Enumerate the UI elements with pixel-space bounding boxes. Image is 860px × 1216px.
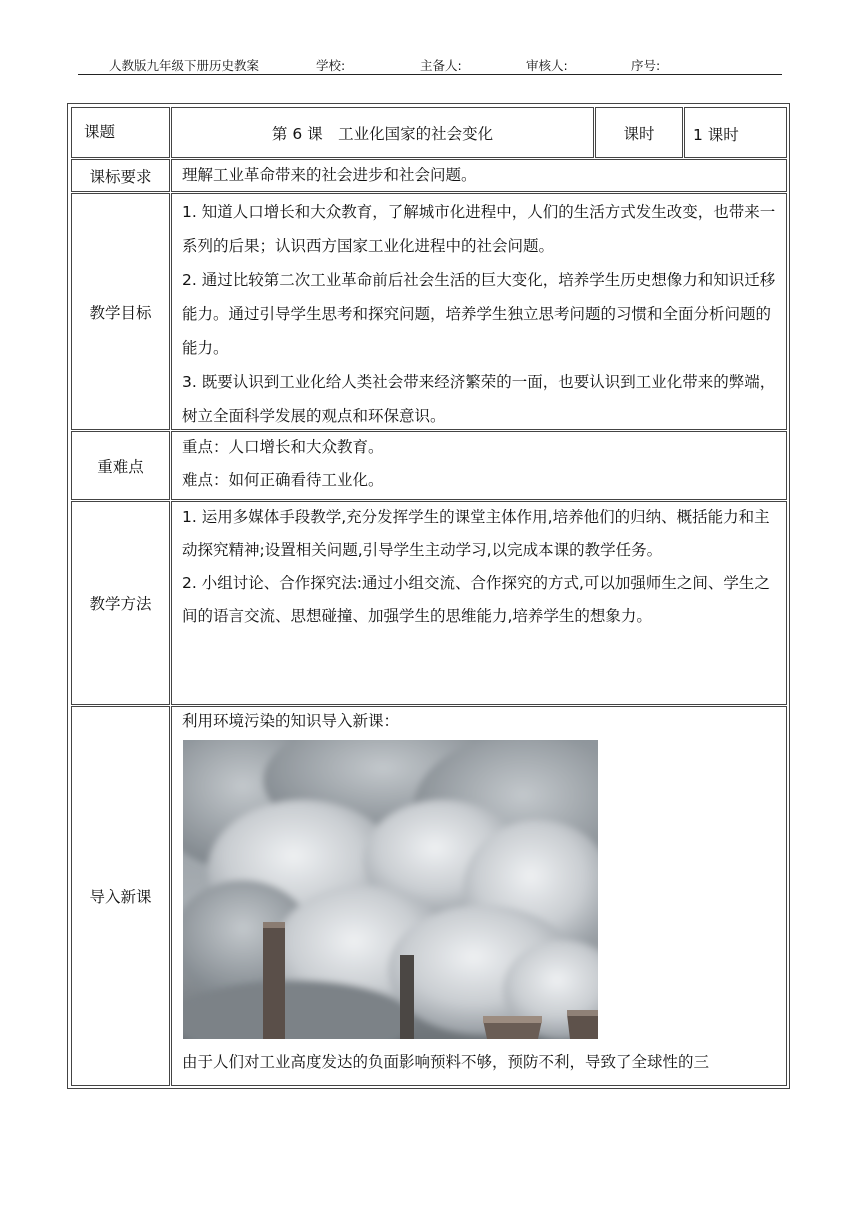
topic-value-cell [171, 107, 594, 158]
key-points-label-cell [71, 431, 170, 500]
objective-item-2: 2. 通过比较第二次工业革命前后社会生活的巨大变化，培养学生历史想像力和知识迁移能力。通过引导学生思考和探究问题，培养学生独立思考问题的习惯和全面分析问题的能力。 [182, 271, 776, 357]
period-value-cell [684, 107, 787, 158]
objective-item-3: 3. 既要认识到工业化给人类社会带来经济繁荣的一面，也要认识到工业化带来的弊端，树立全面科学发展的观点和环保意识。 [182, 373, 776, 425]
intro-text-cell [171, 706, 787, 1086]
header-number-label: 序号: [631, 58, 661, 73]
industrial-smoke-photo [183, 740, 598, 1039]
period-value: 1 课时 [693, 126, 739, 144]
difficult-point-text: 难点：如何正确看待工业化。 [182, 471, 384, 489]
methods-label: 教学方法 [89, 595, 152, 613]
intro-label-cell [71, 706, 170, 1086]
method-item-2: 2. 小组讨论、合作探究法:通过小组交流、合作探究的方式,可以加强师生之间、学生之间的语言交流、思想碰撞、加强学生的思维能力,培养学生的想象力。 [182, 574, 770, 625]
standard-text: 理解工业革命带来的社会进步和社会问题。 [182, 166, 477, 184]
intro-label: 导入新课 [89, 888, 152, 906]
intro-lead-text: 利用环境污染的知识导入新课： [182, 712, 400, 730]
key-points-label: 重难点 [97, 457, 144, 476]
header-preparer-label: 主备人: [420, 58, 462, 73]
key-point-text: 重点：人口增长和大众教育。 [182, 438, 384, 456]
method-item-1: 1. 运用多媒体手段教学,充分发挥学生的课堂主体作用,培养他们的归纳、概括能力和主动探究精神;设置相关问题,引导学生主动学习,以完成本课的教学任务。 [182, 508, 770, 559]
objective-item-1: 1. 知道人口增长和大众教育，了解城市化进程中，人们的生活方式发生改变，也带来一系列的后果；认识西方国家工业化进程中的社会问题。 [182, 203, 776, 255]
standard-text-cell [171, 159, 787, 192]
topic-label: 课题 [84, 123, 116, 141]
lesson-plan-table [67, 103, 790, 1089]
key-points-text-cell [171, 431, 787, 500]
period-label: 课时 [623, 124, 655, 143]
topic-label-cell [71, 107, 170, 158]
topic-value: 第 6 课 工业化国家的社会变化 [271, 124, 494, 143]
objectives-text-cell [171, 193, 787, 430]
methods-text-cell [171, 501, 787, 705]
header-title: 人教版九年级下册历史教案 [109, 58, 260, 73]
standard-label-cell [71, 159, 170, 192]
page-header [78, 52, 782, 75]
methods-label-cell [71, 501, 170, 705]
intro-after-text: 由于人们对工业高度发达的负面影响预料不够，预防不利，导致了全球性的三 [182, 1053, 710, 1071]
standard-label: 课标要求 [89, 167, 152, 186]
header-school-label: 学校: [316, 58, 346, 73]
header-reviewer-label: 审核人: [526, 58, 568, 73]
objectives-label: 教学目标 [89, 303, 152, 322]
period-label-cell [595, 107, 683, 158]
objectives-label-cell [71, 193, 170, 430]
